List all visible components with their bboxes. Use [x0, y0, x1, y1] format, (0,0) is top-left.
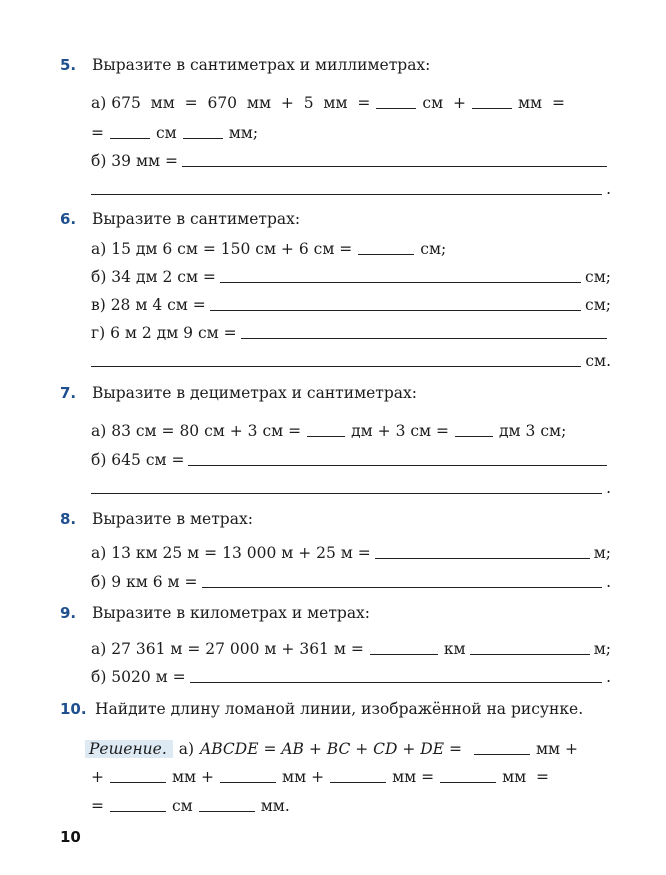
task-10-line-1	[91, 738, 611, 758]
solution-label: Решение.	[85, 740, 173, 758]
answer-line[interactable]	[202, 586, 603, 588]
task-number: 6.	[60, 210, 77, 228]
expression: а) 13 км 25 м = 13 000 м + 25 м =	[91, 544, 371, 562]
unit-text: мм +	[535, 740, 578, 758]
unit-text: мм +	[282, 768, 325, 786]
equals-sign: =	[91, 124, 104, 142]
task-6g-continuation	[91, 350, 611, 370]
answer-blank[interactable]	[455, 435, 493, 437]
period: .	[606, 573, 611, 591]
task-6b-line	[91, 266, 611, 286]
answer-blank[interactable]	[376, 107, 416, 109]
answer-blank[interactable]	[307, 435, 345, 437]
expression: в) 28 м 4 см =	[91, 296, 206, 314]
answer-blank[interactable]	[474, 753, 530, 755]
answer-line[interactable]	[91, 492, 602, 494]
answer-blank[interactable]	[330, 781, 386, 783]
task-6a-line	[91, 238, 611, 258]
task-5a-line-1	[91, 92, 611, 112]
answer-line[interactable]	[188, 464, 607, 466]
plus-sign: +	[91, 768, 104, 786]
task-number: 10.	[60, 700, 87, 718]
unit-text: м;	[593, 544, 611, 562]
answer-blank[interactable]	[110, 781, 166, 783]
task-number: 5.	[60, 56, 77, 74]
unit-text: см;	[585, 268, 611, 286]
unit-text: см;	[585, 296, 611, 314]
answer-line[interactable]	[190, 681, 602, 683]
task-5b-continuation	[91, 178, 611, 198]
answer-line[interactable]	[210, 309, 581, 311]
task-5b-line	[91, 150, 611, 170]
unit-text: см +	[422, 94, 466, 112]
answer-line[interactable]	[182, 165, 607, 167]
item-letter: а)	[178, 740, 195, 758]
task-title: Выразите в дециметрах и сантиметрах:	[92, 384, 418, 402]
answer-blank[interactable]	[370, 653, 438, 655]
unit-text: дм 3 см;	[499, 422, 567, 440]
period: .	[606, 180, 611, 198]
task-title: Выразите в сантиметрах и миллиметрах:	[92, 56, 431, 74]
unit-text: мм =	[392, 768, 435, 786]
unit-text: дм + 3 см =	[351, 422, 450, 440]
unit-text: км	[443, 640, 466, 658]
answer-line[interactable]	[91, 193, 602, 195]
unit-text: см;	[420, 240, 447, 258]
answer-blank[interactable]	[470, 653, 590, 655]
page-number: 10	[60, 828, 81, 846]
task-7b-continuation	[91, 477, 611, 497]
expression: б) 34 дм 2 см =	[91, 268, 216, 286]
unit-text: мм +	[172, 768, 215, 786]
unit-text: см.	[585, 352, 611, 370]
answer-line[interactable]	[241, 337, 607, 339]
expression: б) 5020 м =	[91, 668, 186, 686]
answer-blank[interactable]	[110, 810, 166, 812]
answer-blank[interactable]	[472, 107, 512, 109]
task-8b-line	[91, 571, 611, 591]
expression: а) 83 см = 80 см + 3 см =	[91, 422, 302, 440]
task-7a-line	[91, 420, 611, 440]
expression: б) 9 км 6 м =	[91, 573, 198, 591]
task-7b-line	[91, 449, 611, 469]
task-9a-line	[91, 638, 611, 658]
answer-blank[interactable]	[110, 137, 150, 139]
answer-line[interactable]	[220, 281, 581, 283]
unit-text: мм =	[502, 768, 550, 786]
task-number: 9.	[60, 604, 77, 622]
task-6v-line	[91, 294, 611, 314]
unit-text: мм =	[517, 94, 565, 112]
expression: б) 39 мм =	[91, 152, 178, 170]
task-8a-line	[91, 542, 611, 562]
unit-text: мм.	[260, 797, 290, 815]
task-number: 7.	[60, 384, 77, 402]
unit-text: см	[172, 797, 193, 815]
expression: ABCDE = AB + BC + CD + DE =	[200, 740, 462, 758]
answer-line[interactable]	[91, 365, 581, 367]
unit-text: см	[156, 124, 177, 142]
task-6g-line	[91, 322, 611, 342]
expression: б) 645 см =	[91, 451, 185, 469]
expression: а) 15 дм 6 см = 150 см + 6 см =	[91, 240, 353, 258]
expression: г) 6 м 2 дм 9 см =	[91, 324, 237, 342]
answer-blank[interactable]	[440, 781, 496, 783]
task-9b-line	[91, 666, 611, 686]
answer-line[interactable]	[375, 557, 590, 559]
answer-blank[interactable]	[199, 810, 255, 812]
equals-sign: =	[91, 797, 104, 815]
task-10-line-3	[91, 795, 611, 815]
period: .	[606, 479, 611, 497]
unit-text: мм;	[228, 124, 259, 142]
task-10-line-2	[91, 766, 611, 786]
task-title: Выразите в сантиметрах:	[92, 210, 301, 228]
task-5a-line-2	[91, 122, 611, 142]
task-title: Найдите длину ломаной линии, изображённой на рисунке.	[95, 700, 584, 718]
answer-blank[interactable]	[220, 781, 276, 783]
task-number: 8.	[60, 510, 77, 528]
unit-text: м;	[593, 640, 611, 658]
answer-blank[interactable]	[358, 253, 414, 255]
expression: а) 27 361 м = 27 000 м + 361 м =	[91, 640, 364, 658]
task-title: Выразите в метрах:	[92, 510, 253, 528]
expression: а) 675 мм = 670 мм + 5 мм =	[91, 94, 371, 112]
answer-blank[interactable]	[183, 137, 223, 139]
task-title: Выразите в километрах и метрах:	[92, 604, 371, 622]
period: .	[606, 668, 611, 686]
